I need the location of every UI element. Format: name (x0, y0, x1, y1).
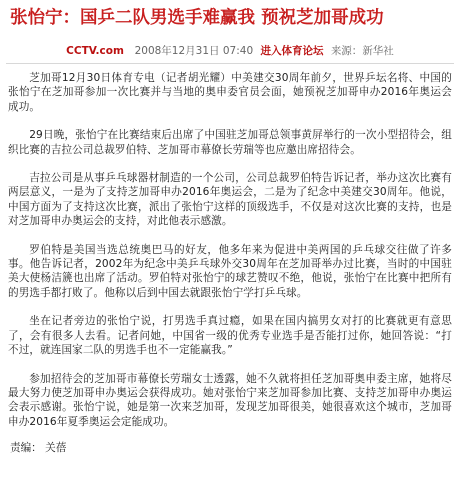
article-meta (6, 42, 454, 59)
editor-line (8, 441, 452, 455)
publish-datetime: 2008年12月31日 07:40 (134, 45, 254, 57)
forum-link[interactable]: 进入体育论坛 (260, 45, 324, 57)
editor-label: 责编： (10, 442, 42, 455)
source-label: 来源： (330, 45, 363, 57)
editor-name: 关蓓 (45, 442, 67, 455)
article-title: 张怡宁：国乒二队男选手难赢我 预祝芝加哥成功 (10, 8, 384, 28)
paragraph: 29日晚，张怡宁在比赛结束后出席了中国驻芝加哥总领事黄屏举行的一次小型招待会，组织比赛的吉拉公司总裁罗伯特、芝加哥市幕僚长劳瑞等也应邀出席招待会。 (8, 129, 452, 156)
paragraph: 参加招待会的芝加哥市幕僚长劳瑞女士透露，她不久就将担任芝加哥奥申委主席，她将尽最大努力使芝加哥申办奥运会获得成功。她对张怡宁来芝加哥参加比赛、支持芝加哥申办奥运会表示感谢。张怡宁说，她是第一次来芝加哥，发现芝加哥很美，她很喜欢这个城市，芝加哥申办2016年夏季奥运会定能成功。 (8, 372, 452, 428)
paragraph: 吉拉公司是从事乒乓球器材制造的一个公司，公司总裁罗伯特告诉记者，举办这次比赛有两层意义，一是为了支持芝加哥申办2016年奥运会，二是为了纪念中美建交30周年。他说，中国方面为了支持这次比赛，派出了张怡宁这样的顶级选手，不仅是对这次比赛的支持，也是对芝加哥申办奥运会的支持，对此他表示感激。 (8, 172, 452, 228)
paragraph: 坐在记者旁边的张怡宁说，打男选手真过瘾，如果在国内搞男女对打的比赛就更有意思了，会有很多人去看。记者问她，中国省一级的优秀专业选手是否能打过你，她回答说：“打不过，就连国家二队的男选手也不一定能赢我。” (8, 315, 452, 357)
site-name[interactable]: CCTV.com (66, 44, 124, 57)
article-body (6, 64, 454, 455)
paragraph: 罗伯特是美国当选总统奥巴马的好友，他多年来为促进中美两国的乒乓球交往做了许多事。他告诉记者，2002年为纪念中美乒乓球外交30周年在芝加哥举办过比赛，当时的中国驻美大使杨洁篪也出席了活动。罗伯特对张怡宁的球艺赞叹不绝，他说，张怡宁在比赛中把所有的男选手都打败了。他称以后到中国去就跟张怡宁学打乒乓球。 (8, 243, 452, 299)
source-name: 新华社 (362, 45, 394, 57)
paragraph: 芝加哥12月30日体育专电（记者胡光耀）中美建交30周年前夕，世界乒坛名将、中国的张怡宁在芝加哥参加一次比赛并与当地的奥申委官员会面，她预祝芝加哥申办2016年奥运会成功。 (8, 72, 452, 113)
